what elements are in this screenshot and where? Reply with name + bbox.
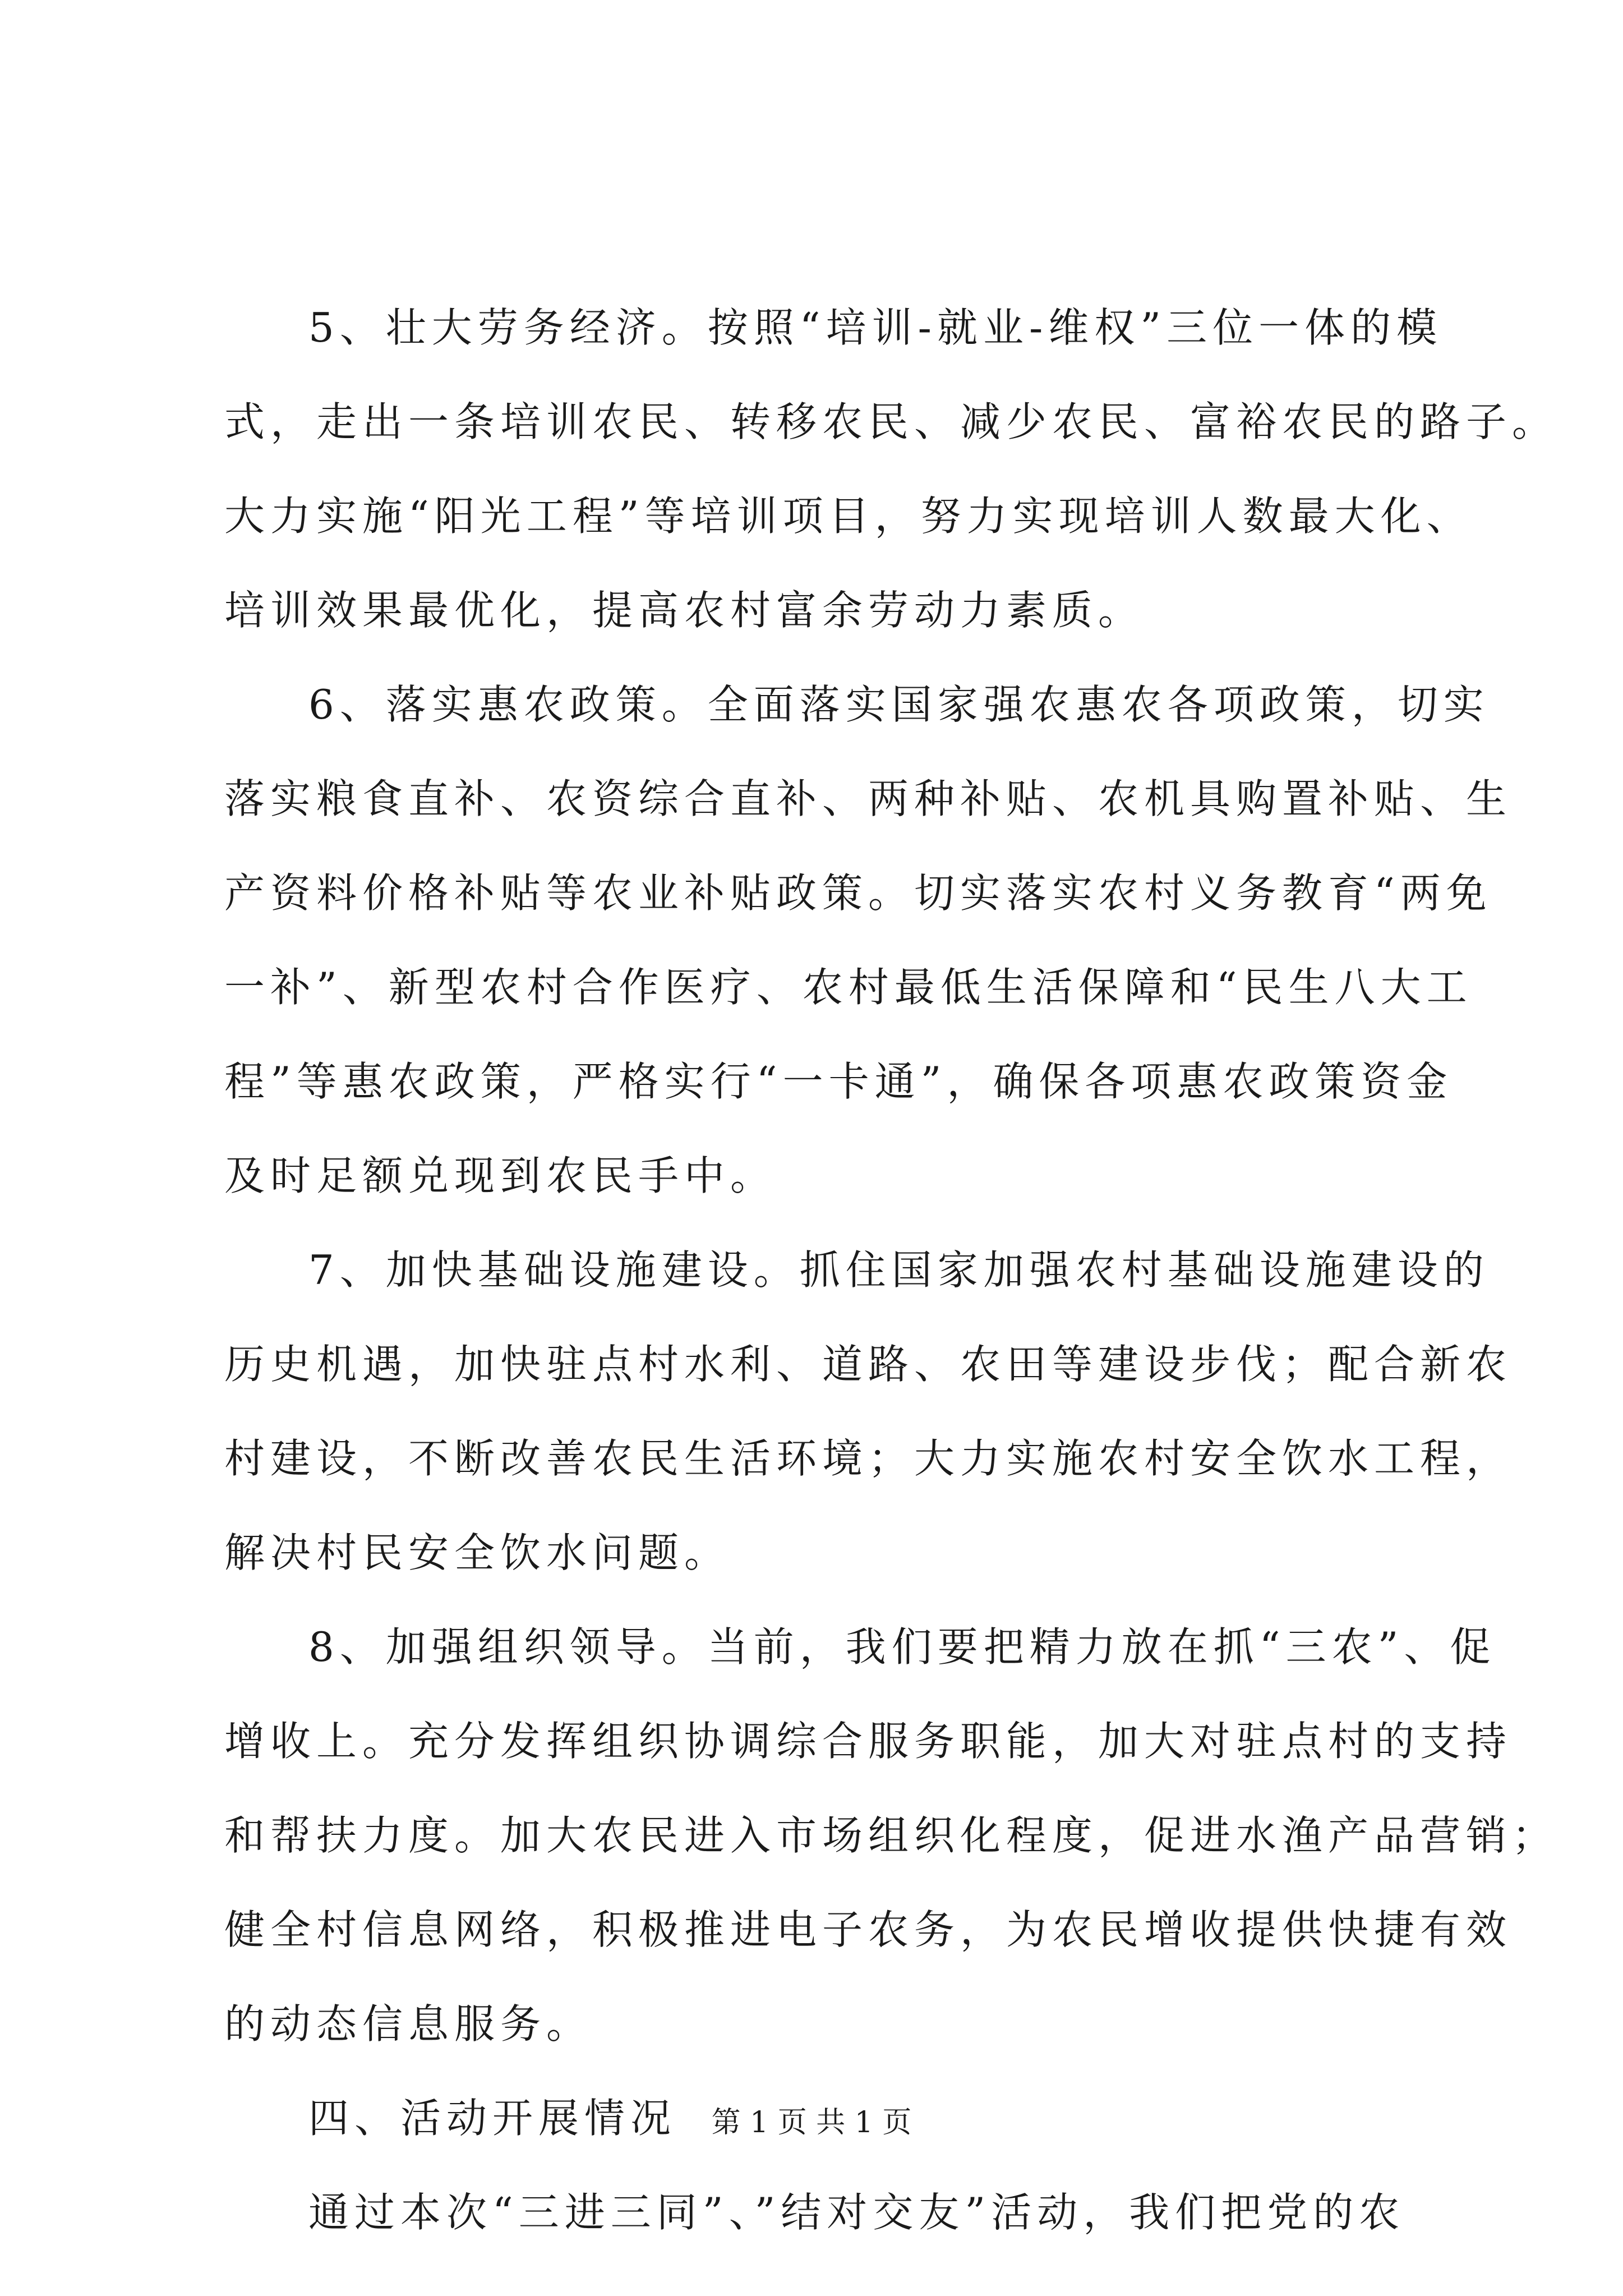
- paragraph-line: 和帮扶力度。加大农民进入市场组织化程度，促进水渔产品营销；: [224, 1812, 1559, 1859]
- paragraph-line: 健全村信息网络，积极推进电子农务，为农民增收提供快捷有效: [224, 1906, 1513, 1953]
- paragraph-line: 程”等惠农政策，严格实行“一卡通”，确保各项惠农政策资金: [224, 1058, 1453, 1105]
- paragraph-first-line: 8、加强组织领导。当前，我们要把精力放在抓“三农”、促: [308, 1623, 1496, 1671]
- paragraph-line: 解决村民安全饮水问题。: [224, 1529, 731, 1576]
- paragraph-first-line: 通过本次“三进三同”、”结对交友”活动，我们把党的农: [308, 2189, 1405, 2236]
- paragraph-line: 培训效果最优化，提高农村富余劳动力素质。: [224, 587, 1145, 634]
- paragraph-line: 式，走出一条培训农民、转移农民、减少农民、富裕农民的路子。: [224, 398, 1559, 445]
- paragraph-line: 大力实施“阳光工程”等培训项目，努力实现培训人数最大化、: [224, 493, 1473, 540]
- paragraph-first-line: 6、落实惠农政策。全面落实国家强农惠农各项政策，切实: [308, 681, 1490, 728]
- paragraph-line: 及时足额兑现到农民手中。: [224, 1152, 777, 1199]
- paragraph-first-line: 5、壮大劳务经济。按照“培训-就业-维权”三位一体的模: [308, 304, 1443, 351]
- paragraph-line: 历史机遇，加快驻点村水利、道路、农田等建设步伐；配合新农: [224, 1341, 1513, 1388]
- paragraph-line: 产资料价格补贴等农业补贴政策。切实落实农村义务教育“两免: [224, 869, 1492, 917]
- paragraph-line: 一补”、新型农村合作医疗、农村最低生活保障和“民生八大工: [224, 964, 1473, 1011]
- paragraph-line: 落实粮食直补、农资综合直补、两种补贴、农机具购置补贴、生: [224, 775, 1513, 822]
- page-footer: 第 1 页 共 1 页: [711, 2106, 912, 2139]
- paragraph-line: 增收上。充分发挥组织协调综合服务职能，加大对驻点村的支持: [224, 1718, 1513, 1765]
- paragraph-line: 的动态信息服务。: [224, 2000, 593, 2047]
- paragraph-line: 村建设，不断改善农民生活环境；大力实施农村安全饮水工程，: [224, 1435, 1513, 1482]
- paragraph-first-line: 四、活动开展情况: [308, 2095, 677, 2142]
- paragraph-first-line: 7、加快基础设施建设。抓住国家加强农村基础设施建设的: [308, 1246, 1490, 1294]
